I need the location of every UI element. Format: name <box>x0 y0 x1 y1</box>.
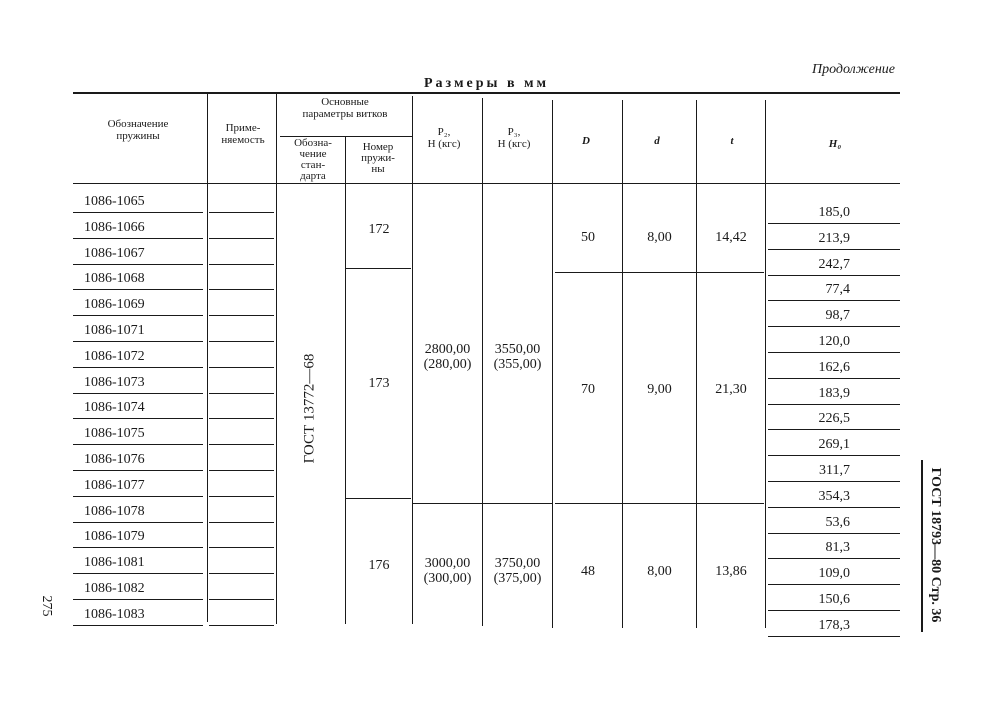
h0-value-0: 185,0 <box>818 205 850 220</box>
h0-value-11: 354,3 <box>818 489 850 504</box>
h0-value-13: 81,3 <box>825 540 850 555</box>
p3-kgf-1: (355,00) <box>493 357 542 372</box>
designation-row-rule <box>73 212 203 213</box>
d-group-3: 8,00 <box>647 564 672 579</box>
designation-12: 1086-1078 <box>84 504 145 519</box>
D-group-1: 50 <box>581 230 595 245</box>
applicability-row-rule <box>209 341 274 342</box>
designation-16: 1086-1083 <box>84 607 145 622</box>
group-sep-2-dims <box>555 503 764 504</box>
designation-row-rule <box>73 264 203 265</box>
h0-row-rule <box>768 275 900 276</box>
h0-row-rule <box>768 533 900 534</box>
h0-row-rule <box>768 300 900 301</box>
p3-kgf-2: (375,00) <box>493 571 542 586</box>
h0-row-rule <box>768 610 900 611</box>
t-group-3: 13,86 <box>715 564 747 579</box>
designation-row-rule <box>73 367 203 368</box>
D-group-3: 48 <box>581 564 595 579</box>
applicability-row-rule <box>209 496 274 497</box>
col-rule-9 <box>765 100 766 628</box>
header-p3: P₃, Н (кгс) <box>497 126 531 150</box>
h0-value-12: 53,6 <box>825 515 850 530</box>
header-d: d <box>654 135 660 147</box>
applicability-row-rule <box>209 264 274 265</box>
t-group-2: 21,30 <box>715 382 747 397</box>
applicability-row-rule <box>209 418 274 419</box>
applicability-row-rule <box>209 625 274 626</box>
h0-row-rule <box>768 481 900 482</box>
designation-row-rule <box>73 393 203 394</box>
applicability-row-rule <box>209 573 274 574</box>
d-group-1: 8,00 <box>647 230 672 245</box>
designation-row-rule <box>73 599 203 600</box>
t-group-1: 14,42 <box>715 230 747 245</box>
designation-row-rule <box>73 625 203 626</box>
group-sep-2-forces <box>412 503 552 504</box>
designation-row-rule <box>73 470 203 471</box>
h0-value-14: 109,0 <box>818 566 850 581</box>
spring-number-172: 172 <box>368 222 390 237</box>
designation-row-rule <box>73 522 203 523</box>
spring-number-173: 173 <box>368 376 390 391</box>
designation-row-rule <box>73 418 203 419</box>
designation-row-rule <box>73 496 203 497</box>
continuation-label: Продолжение <box>812 62 895 77</box>
D-group-2: 70 <box>581 382 595 397</box>
h0-value-8: 226,5 <box>818 411 850 426</box>
col-rule-7 <box>622 100 623 628</box>
h0-row-rule <box>768 558 900 559</box>
designation-7: 1086-1073 <box>84 375 145 390</box>
col-rule-2 <box>276 94 277 624</box>
header-applicability: Приме- няемость <box>221 122 265 146</box>
header-designation: Обозначение пружины <box>107 118 169 142</box>
designation-6: 1086-1072 <box>84 349 145 364</box>
designation-row-rule <box>73 444 203 445</box>
applicability-row-rule <box>209 522 274 523</box>
designation-14: 1086-1081 <box>84 555 145 570</box>
group-sep-1-dims <box>555 272 764 273</box>
standard-designation: ГОСТ 13772—68 <box>301 353 318 464</box>
header-H0: H₀ <box>828 138 842 150</box>
applicability-row-rule <box>209 315 274 316</box>
h0-row-rule <box>768 249 900 250</box>
table-top-rule <box>73 92 900 94</box>
designation-4: 1086-1069 <box>84 297 145 312</box>
applicability-row-rule <box>209 367 274 368</box>
designation-9: 1086-1075 <box>84 426 145 441</box>
h0-row-rule <box>768 507 900 508</box>
page-number: 275 <box>39 595 54 617</box>
designation-row-rule <box>73 341 203 342</box>
applicability-row-rule <box>209 238 274 239</box>
h0-value-5: 120,0 <box>818 334 850 349</box>
designation-row-rule <box>73 289 203 290</box>
col-rule-6 <box>552 100 553 628</box>
h0-value-7: 183,9 <box>818 386 850 401</box>
applicability-row-rule <box>209 547 274 548</box>
h0-row-rule <box>768 378 900 379</box>
side-label: ГОСТ 18793—80 Стр. 36 <box>928 467 943 623</box>
units-caption: Размеры в мм <box>424 76 550 91</box>
h0-value-9: 269,1 <box>818 437 850 452</box>
designation-3: 1086-1068 <box>84 271 145 286</box>
h0-row-rule <box>768 326 900 327</box>
applicability-row-rule <box>209 393 274 394</box>
designation-row-rule <box>73 573 203 574</box>
table-header-rule <box>73 183 900 184</box>
p2-value-1: 2800,00 <box>424 342 471 357</box>
applicability-row-rule <box>209 599 274 600</box>
designation-row-rule <box>73 547 203 548</box>
designation-10: 1086-1076 <box>84 452 145 467</box>
h0-row-rule <box>768 352 900 353</box>
applicability-row-rule <box>209 470 274 471</box>
header-D: D <box>582 135 590 147</box>
h0-value-15: 150,6 <box>818 592 850 607</box>
h0-value-2: 242,7 <box>818 257 850 272</box>
header-main-params: Основные параметры витков <box>302 96 388 120</box>
h0-row-rule <box>768 584 900 585</box>
designation-row-rule <box>73 238 203 239</box>
designation-11: 1086-1077 <box>84 478 145 493</box>
h0-row-rule <box>768 429 900 430</box>
p3-value-2: 3750,00 <box>494 556 541 571</box>
h0-value-1: 213,9 <box>818 231 850 246</box>
header-spring-number: Номер пружи- ны <box>361 141 395 175</box>
applicability-row-rule <box>209 212 274 213</box>
designation-1: 1086-1066 <box>84 220 145 235</box>
header-t: t <box>730 135 734 147</box>
designation-15: 1086-1082 <box>84 581 145 596</box>
designation-8: 1086-1074 <box>84 400 145 415</box>
d-group-2: 9,00 <box>647 382 672 397</box>
h0-value-4: 98,7 <box>825 308 850 323</box>
h0-value-10: 311,7 <box>819 463 850 478</box>
p3-value-1: 3550,00 <box>494 342 541 357</box>
col-rule-1 <box>207 92 208 622</box>
group-sep-2-number <box>346 498 411 499</box>
designation-row-rule <box>73 315 203 316</box>
p2-kgf-1: (280,00) <box>423 357 472 372</box>
h0-row-rule <box>768 404 900 405</box>
p2-kgf-2: (300,00) <box>423 571 472 586</box>
applicability-row-rule <box>209 444 274 445</box>
p2-value-2: 3000,00 <box>424 556 471 571</box>
col-rule-8 <box>696 100 697 628</box>
spring-number-176: 176 <box>368 558 390 573</box>
h0-row-rule <box>768 223 900 224</box>
designation-0: 1086-1065 <box>84 194 145 209</box>
h0-value-3: 77,4 <box>825 282 850 297</box>
group-sep-1-number <box>346 268 411 269</box>
designation-2: 1086-1067 <box>84 246 145 261</box>
h0-value-16: 178,3 <box>818 618 850 633</box>
h0-value-6: 162,6 <box>818 360 850 375</box>
designation-13: 1086-1079 <box>84 529 145 544</box>
header-p2: P₂, Н (кгс) <box>427 126 461 150</box>
side-label-rule <box>921 460 923 632</box>
header-std-designation: Обозна- чение стан- дарта <box>294 137 332 182</box>
h0-row-rule <box>768 455 900 456</box>
designation-5: 1086-1071 <box>84 323 145 338</box>
applicability-row-rule <box>209 289 274 290</box>
h0-row-rule <box>768 636 900 637</box>
